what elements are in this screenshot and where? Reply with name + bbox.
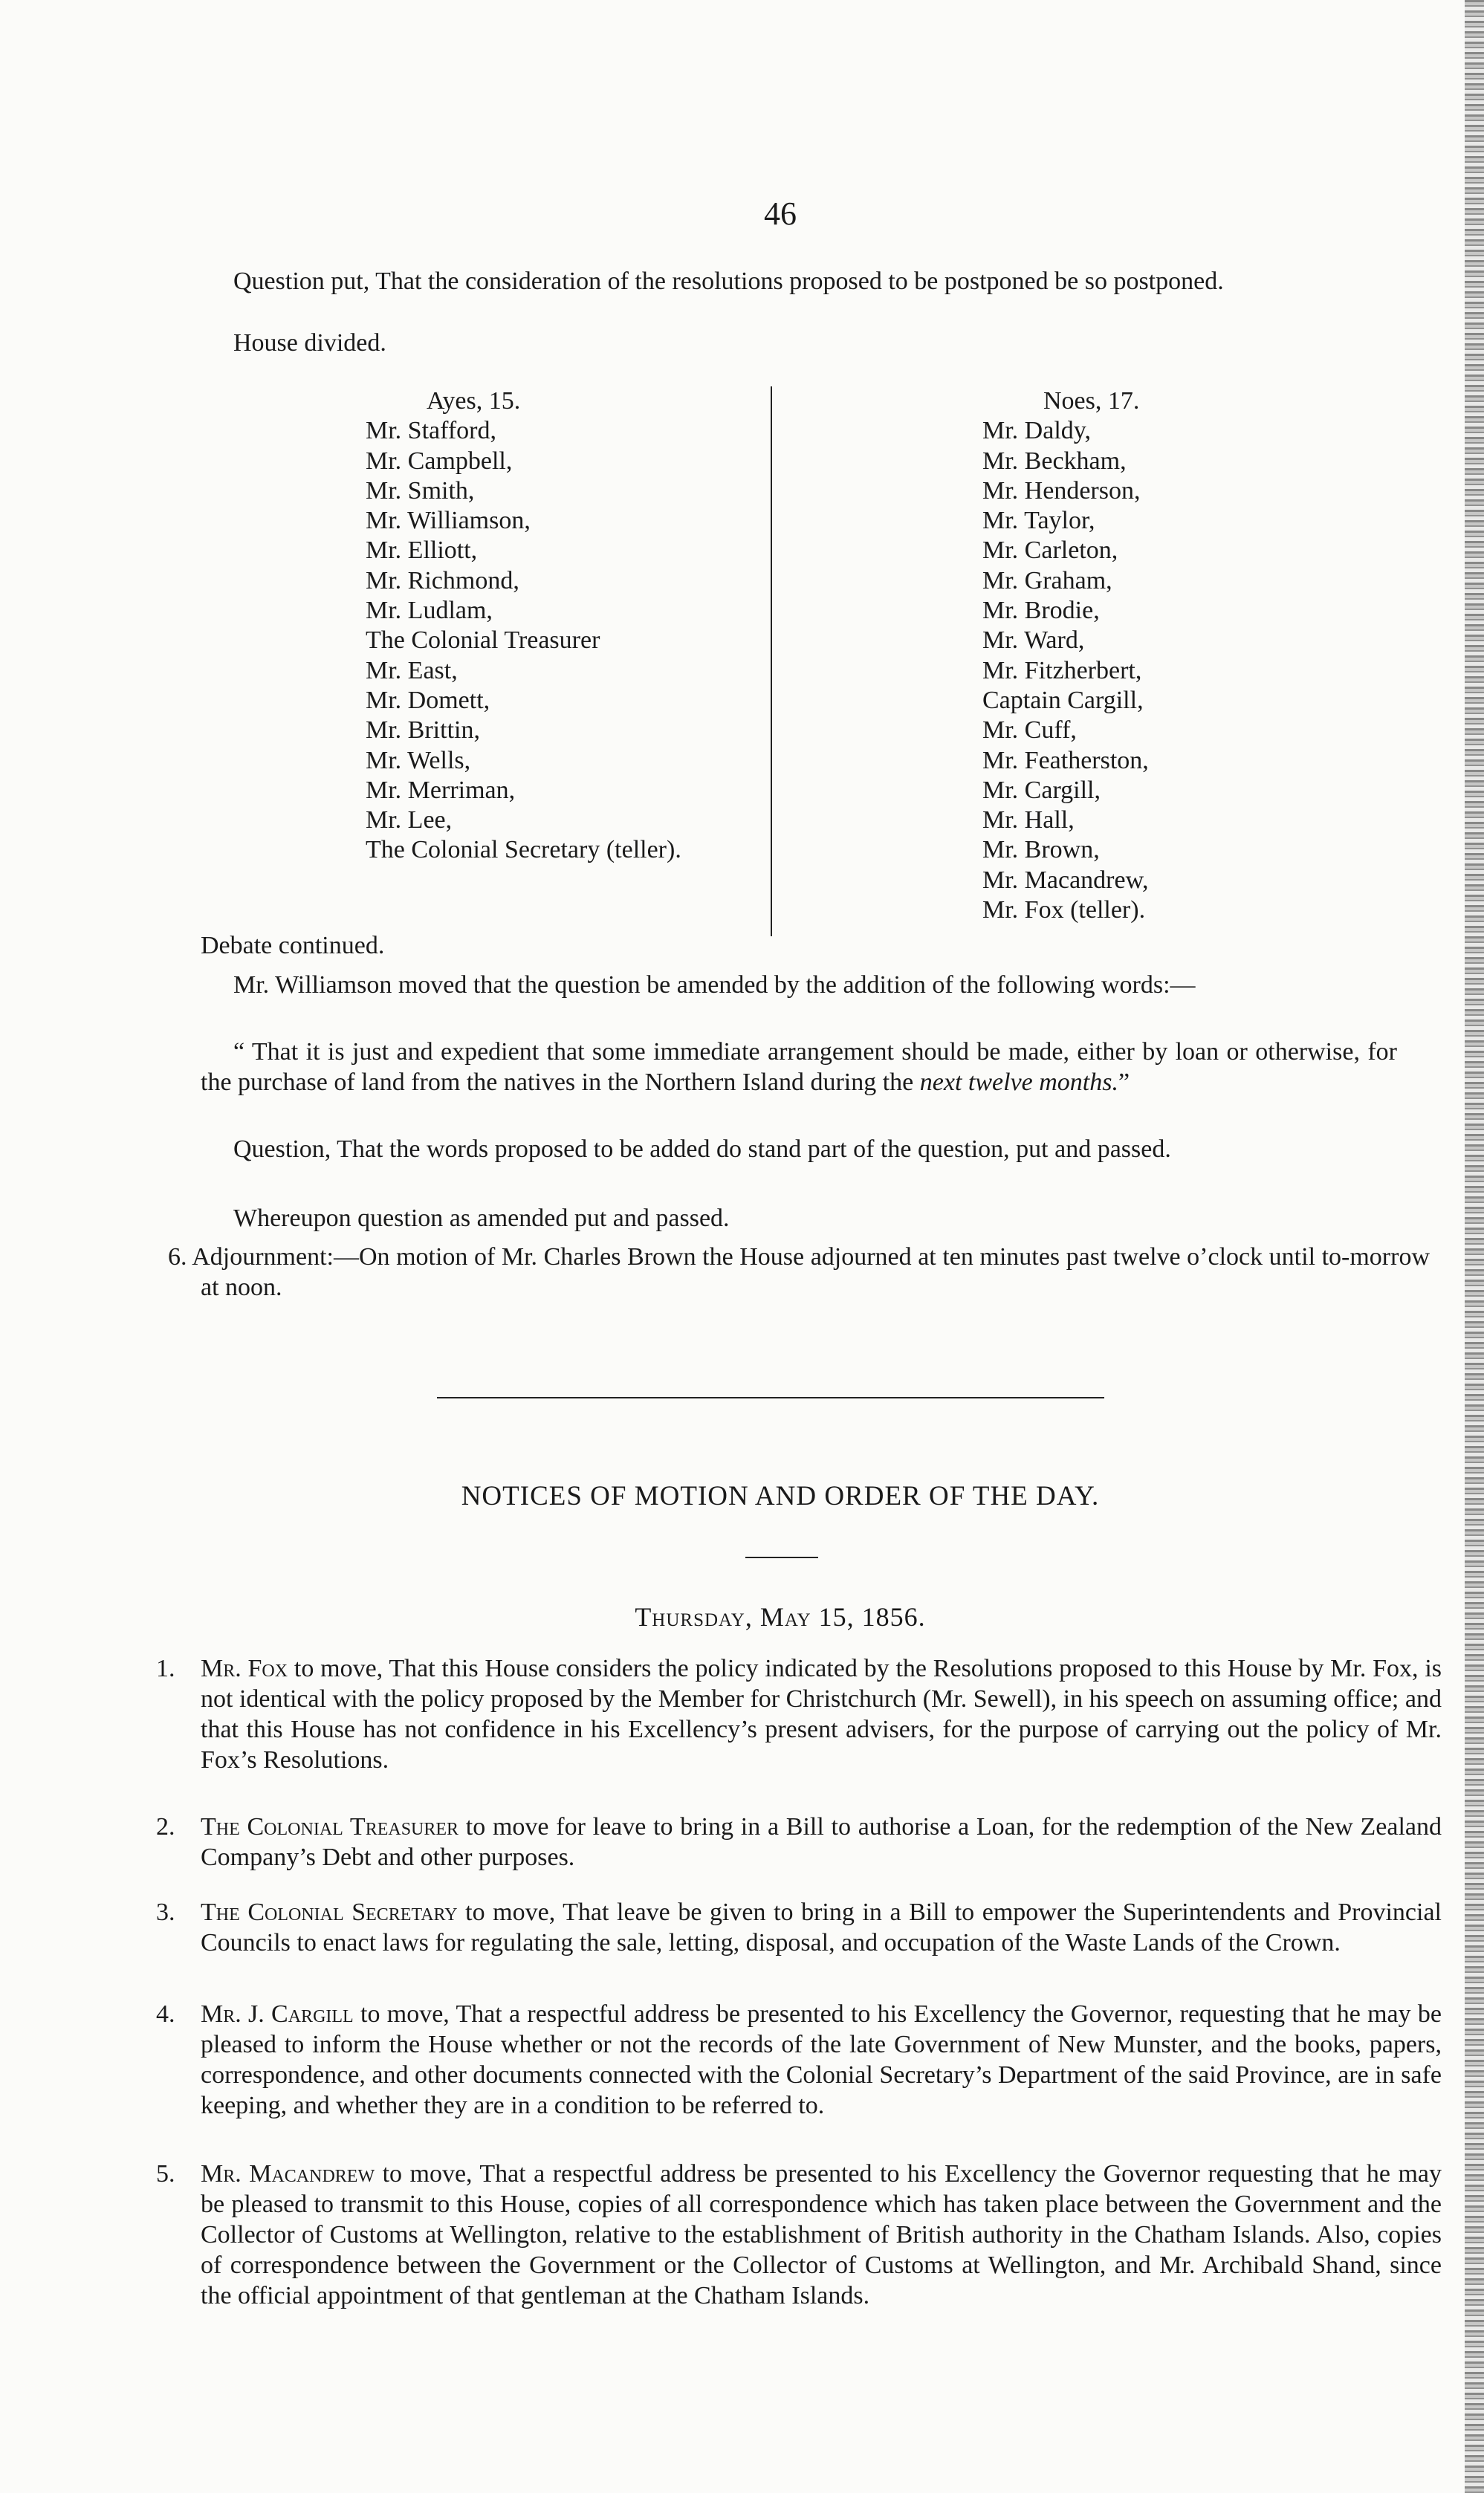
- quote-close: ”: [1118, 1069, 1130, 1096]
- noe-member: Mr. Beckham,: [982, 447, 1127, 475]
- aye-member: Mr. Merriman,: [366, 776, 516, 804]
- aye-member: Mr. Richmond,: [366, 566, 519, 594]
- notice-mover: The Colonial Secretary: [201, 1899, 458, 1926]
- aye-member: Mr. Williamson,: [366, 507, 531, 535]
- noe-member: Mr. Macandrew,: [982, 866, 1149, 894]
- noe-member: Mr. Graham,: [982, 566, 1112, 594]
- noe-member: Mr. Hall,: [982, 806, 1075, 834]
- aye-member: Mr. Wells,: [366, 746, 471, 774]
- page-number: 46: [764, 195, 797, 232]
- notice-number: 1.: [156, 1655, 175, 1682]
- adjournment: [168, 1242, 1430, 1303]
- division-question: Question put, That the consideration of the resolutions proposed to be postponed be so postponed.: [233, 268, 1224, 295]
- division-divider: [771, 386, 772, 936]
- aye-member: Mr. East,: [366, 656, 458, 684]
- noe-member: Mr. Henderson,: [982, 476, 1141, 505]
- noe-member: Mr. Cuff,: [982, 716, 1077, 745]
- noe-member: Mr. Brown,: [982, 836, 1100, 864]
- noes-list: [982, 386, 1149, 925]
- notice-text: to move, That a respectful address be presented to his Excellency the Governor, requesting that he may be pleased to inform the House whether or not the records of the late Government of New Munster, and the books, papers, correspondence, and other documents connected with the Colonial Secretary’s Department of the said Province, are in safe keeping, and whether they are in a condition to be referred to.: [201, 2000, 1442, 2119]
- quote-text: “ That it is just and expedient that some immediate arrangement should be made, either by loan or otherwise, for the purchase of land from the natives in the Northern Island during the: [201, 1038, 1397, 1096]
- aye-member: Mr. Ludlam,: [366, 597, 493, 625]
- notices-heading: NOTICES OF MOTION AND ORDER OF THE DAY.: [461, 1481, 1100, 1511]
- aye-member: Mr. Campbell,: [366, 447, 513, 475]
- notice-number: 2.: [156, 1813, 175, 1841]
- noe-member: Mr. Carleton,: [982, 536, 1118, 565]
- noes-heading: Noes, 17.: [1043, 387, 1140, 415]
- noe-member: Mr. Daldy,: [982, 417, 1092, 445]
- aye-member: Mr. Elliott,: [366, 536, 478, 565]
- question-added: Question, That the words proposed to be added do stand part of the question, put and passed.: [233, 1135, 1171, 1163]
- notice-item: [156, 2159, 1442, 2311]
- adjournment-number: 6.: [168, 1243, 187, 1271]
- adjournment-text: Adjournment:—On motion of Mr. Charles Brown the House adjourned at ten minutes past twelve o’clock until to-morrow at noon.: [192, 1243, 1430, 1301]
- notice-number: 5.: [156, 2160, 175, 2188]
- notice-item: [156, 1653, 1442, 1775]
- noe-member: Mr. Featherston,: [982, 746, 1149, 774]
- aye-member: Mr. Domett,: [366, 686, 490, 714]
- notice-item: [156, 1999, 1442, 2121]
- noe-member: Mr. Fitzherbert,: [982, 656, 1142, 684]
- ayes-heading: Ayes, 15.: [427, 387, 521, 415]
- notice-number: 4.: [156, 2000, 175, 2028]
- notice-text: to move, That a respectful address be presented to his Excellency the Governor requesting that he may be pleased to transmit to this House, copies of all correspondence which has taken place between the Government and the Collector of Customs at Wellington, relative to the establishment of British authority in the Chatham Islands. Also, copies of correspondence between the Government or the Collector of Customs at Wellington, and Mr. Archibald Shand, since the official appointment of that gentleman at the Chatham Islands.: [201, 2160, 1442, 2309]
- section-rule: [437, 1397, 1104, 1398]
- aye-member: Mr. Lee,: [366, 806, 453, 834]
- noe-member: Mr. Fox (teller).: [982, 896, 1146, 924]
- aye-member: Mr. Smith,: [366, 476, 475, 505]
- notice-text: to move for leave to bring in a Bill to authorise a Loan, for the redemption of the New Zealand Company’s Debt and other purposes.: [201, 1813, 1442, 1871]
- notice-number: 3.: [156, 1899, 175, 1926]
- notice-item: [156, 1897, 1442, 1958]
- noe-member: Mr. Taylor,: [982, 507, 1095, 535]
- aye-member: Mr. Brittin,: [366, 716, 480, 745]
- amendment-quote: [201, 1037, 1397, 1098]
- noe-member: Captain Cargill,: [982, 686, 1144, 714]
- noe-member: Mr. Ward,: [982, 626, 1085, 655]
- aye-member: The Colonial Treasurer: [366, 626, 600, 655]
- notice-mover: Mr. Fox: [201, 1655, 288, 1682]
- scanned-page-edge: [1465, 0, 1484, 2493]
- whereupon: Whereupon question as amended put and passed.: [233, 1205, 730, 1232]
- short-rule: [745, 1557, 818, 1558]
- aye-member: Mr. Stafford,: [366, 417, 496, 445]
- noe-member: Mr. Cargill,: [982, 776, 1101, 804]
- notice-text: to move, That leave be given to bring in a Bill to empower the Superintendents and Provincial Councils to enact laws for regulating the sale, letting, disposal, and occupation of the Waste Lands of the Crown.: [201, 1899, 1442, 1957]
- notices-date: Thursday, May 15, 1856.: [635, 1602, 926, 1632]
- notice-mover: The Colonial Treasurer: [201, 1813, 459, 1841]
- ayes-list: [366, 386, 681, 866]
- williamson-motion: Mr. Williamson moved that the question be amended by the addition of the following words:—: [233, 971, 1196, 999]
- quote-italic: next twelve months.: [919, 1069, 1118, 1096]
- notice-mover: Mr. Macandrew: [201, 2160, 375, 2188]
- notice-text: to move, That this House considers the policy indicated by the Resolutions proposed to this House by Mr. Fox, is not identical with the policy proposed by the Member for Christchurch (Mr. Sewell), in his speech on assuming office; and that this House has not confidence in his Excellency’s present advisers, for the purpose of carrying out the policy of Mr. Fox’s Resolutions.: [201, 1655, 1442, 1774]
- notice-mover: Mr. J. Cargill: [201, 2000, 354, 2028]
- notice-item: [156, 1812, 1442, 1873]
- aye-member: The Colonial Secretary (teller).: [366, 836, 681, 864]
- debate-continued: Debate continued.: [201, 932, 385, 959]
- noe-member: Mr. Brodie,: [982, 597, 1100, 625]
- house-divided: House divided.: [233, 329, 386, 357]
